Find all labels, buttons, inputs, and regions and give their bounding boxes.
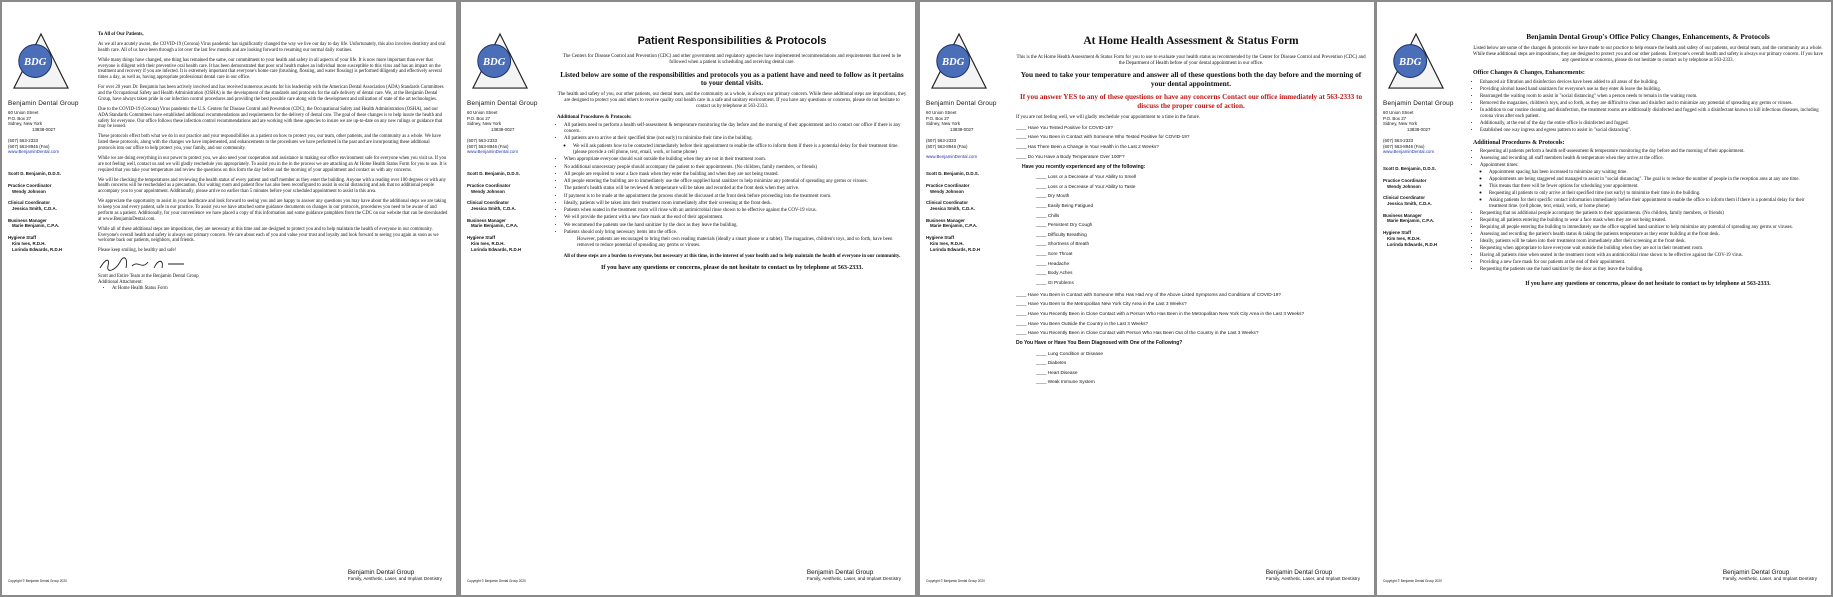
list-item: • Having all patients rinse when seated in the treatment room with an antimicrobial rinse shown to be effective against the COV-19 virus. bbox=[1480, 253, 1823, 259]
staff-name: Kim Ives, R.D.H. bbox=[930, 240, 964, 246]
bdg-logo-icon bbox=[1387, 32, 1445, 92]
list-item: • Additionally, at the end of the day the entire office is disinfected and fogged. bbox=[1480, 121, 1823, 127]
staff-name: Lorinda Edwards, R.D.H bbox=[12, 246, 63, 252]
list-item: • Requesting all patients perform a health self-assessment & temperature monitoring the day before and the morning of their appointment. bbox=[1480, 149, 1823, 155]
form-question[interactable]: ____ Have You Recently Been in Close Contact with a Person Who Has Been in the Metropolitan New York City Area in the Last 3 Weeks? bbox=[1016, 311, 1305, 316]
paragraph: We will be checking the temperatures and reviewing the health status of every patient and staff member as they enter the building. Anyone with a reading over 100 degrees or with any health concerns will be rescheduled as a precaution. Our waiting room and patient flow has also been reconfigured to assist in social distancing and ask that no additional people accompany you to your appointment. Additionally, please arrive no earlier than 5 minutes before your scheduled appointment to assist in this area. bbox=[98, 177, 447, 195]
list-item: • Requesting when appropriate to have everyone wait outside the building when they are not in their treatment room. bbox=[1480, 246, 1823, 252]
list-item: • Requesting the patients use the hand sanitizer by the door as they leave the building. bbox=[1480, 267, 1823, 273]
protocols-list bbox=[1473, 149, 1823, 273]
svg-text:BDG: BDG bbox=[482, 56, 506, 68]
address: 60 Union Street P.O. Box 27 Sidney, New York 13838-0027 bbox=[467, 110, 515, 133]
list-item: • Enhanced air filtration and disinfection devices have been added to all areas of the building. bbox=[1480, 80, 1823, 86]
staff-title: Business Manager bbox=[467, 217, 506, 223]
list-item: • Patients when seated in the treatment room will rinse with an antimicrobial rinse shown to be effective against the COV-19 virus. bbox=[564, 208, 907, 214]
staff-title: Hygiene Staff bbox=[467, 235, 496, 241]
symptom-item[interactable]: ____ Persistent Dry Cough bbox=[1036, 222, 1093, 228]
staff-name: Marie Benjamin, C.P.A. bbox=[1387, 218, 1435, 224]
staff-title: Hygiene Staff bbox=[8, 235, 37, 241]
staff-title: Practice Coordinator bbox=[467, 182, 511, 188]
list-item: • Requesting that no additional people accompany the patients to their appointments. (No children, family members, or friends) bbox=[1480, 211, 1823, 217]
list-item: • Assessing and recording the patient's health status & taking the patients temperature as they enter building at the front desk. bbox=[1480, 232, 1823, 238]
body-text: The health and safety of you, our other patients, our dental team, and the community as a whole, is always our primary concern. While these additional steps are impositions, they are designed to protect you and others to receive quality oral health care in a safe and sanitary environment. If you have any questions or concerns, please do not hesitate to contact us by telephone at 563-2333. bbox=[557, 91, 907, 110]
website-link[interactable]: www.BenjaminDental.com bbox=[1383, 149, 1434, 155]
reschedule-note: If you are not feeling well, we will gladly reschedule your appointment to a time in the future. bbox=[1016, 114, 1201, 120]
staff-name: Lorinda Edwards, R.D.H bbox=[930, 246, 981, 252]
letterhead-sidebar bbox=[926, 32, 1006, 252]
phone: (607) 563-2333 bbox=[467, 137, 498, 143]
form-question[interactable]: ____ Have You Been to the Metropolitan New York City Area in the Last 3 Weeks? bbox=[1016, 301, 1187, 307]
fax: (607) 563-8946 (Fax) bbox=[926, 143, 968, 149]
form-question[interactable]: ____ Has There Been a Change in Your Health in the Last 2 Weeks? bbox=[1016, 144, 1159, 150]
staff-name: Jessica Smith, C.D.A. bbox=[930, 205, 975, 211]
symptom-item[interactable]: ____ Shortness of Breath bbox=[1036, 241, 1090, 247]
lead: Listed below are some of the responsibilities and protocols you as a patient have and need to follow as it pertains to your dental visits. bbox=[560, 70, 904, 88]
list-item: • Ideally, patients will be taken into their treatment room immediately after their screening at the front desk. bbox=[564, 201, 907, 207]
list-item: • All patients need to perform a health self-assessment & temperature monitoring the day before and the morning of their appointment and to contact our office if there is any concern. bbox=[564, 123, 907, 136]
fax: (607) 563-8946 (Fax) bbox=[1383, 143, 1425, 149]
symptom-item[interactable]: ____ Easily Being Fatigued bbox=[1036, 202, 1094, 208]
svg-text:BDG: BDG bbox=[1398, 56, 1422, 68]
form-question[interactable]: ____ Have You Been in Contact with Someone Who Has Had Any of the Above Listed Symptoms and Conditions of COVID-19? bbox=[1016, 291, 1282, 297]
staff-title: Hygiene Staff bbox=[926, 235, 955, 241]
page-office-policy bbox=[1377, 2, 1831, 595]
form-question[interactable]: ____ Have You Been in Contact with Someone Who Tested Positive for COVID-19? bbox=[1016, 134, 1190, 140]
sub-list-item: ◦ We will ask patients how to be contacted immediately before their appointment to enable the office to inform them if there is a potential delay for their treatment time. (please provide a cell phone, text, email, work, or home phone) bbox=[573, 144, 907, 157]
list-item: • Removed the magazines, children's toys, and so forth, as they are difficult to clean and disinfect and to minimize any potential of spreading any germs or viruses. bbox=[1480, 101, 1823, 107]
list-item: • We recommend the patients use the hand sanitizer by the door as they leave the building. bbox=[564, 223, 907, 229]
symptom-item[interactable]: ____ Difficulty Breathing bbox=[1036, 231, 1087, 237]
staff-name: Jessica Smith, C.D.A. bbox=[471, 205, 516, 211]
changes-heading: Office Changes & Changes, Enhancements: bbox=[1473, 70, 1585, 77]
staff-doctor: Scott D. Benjamin, D.D.S. bbox=[467, 171, 520, 177]
diagnosed-heading: Do You Have or Have You Been Diagnosed with One of the Following? bbox=[1016, 340, 1183, 347]
website-link[interactable]: www.BenjaminDental.com bbox=[8, 149, 59, 155]
letterhead-sidebar bbox=[467, 32, 547, 252]
letterhead-sidebar bbox=[1383, 32, 1463, 247]
footer: Benjamin Dental Group Family, Aesthetic, Laser, and Implant Dentistry bbox=[347, 569, 442, 581]
staff-name: Kim Ives, R.D.H. bbox=[1387, 235, 1421, 241]
protocols-heading: Additional Procedures & Protocols: bbox=[1473, 139, 1565, 146]
staff-title: Business Manager bbox=[926, 217, 965, 223]
staff-name: Marie Benjamin, C.P.A. bbox=[471, 223, 519, 229]
bdg-logo-icon bbox=[12, 32, 70, 92]
list-item: • Rearranged the waiting room to assist in "social distancing" when a person needs to remain in the waiting room. bbox=[1480, 94, 1823, 100]
company-name: Benjamin Dental Group bbox=[1383, 99, 1454, 107]
symptom-item[interactable]: ____ Body Aches bbox=[1036, 270, 1073, 276]
paragraph: While all of these additional steps are impositions, they are necessary at this time and are designed to protect you and to help maintain the health of everyone in our community. Everyone's overall health and safety is always our primary concern. We care about each of you and value your trust and loyalty and look forward to seeing you again as soon as we welcome back our patients, neighbors, and friends. bbox=[98, 226, 439, 244]
protocol-list bbox=[557, 123, 907, 236]
page-health-form bbox=[920, 2, 1374, 595]
fax: (607) 563-8946 (Fax) bbox=[467, 143, 509, 149]
signature-scribble-icon bbox=[98, 256, 188, 272]
staff-title: Business Manager bbox=[1383, 212, 1422, 218]
paragraph: While we are doing everything in our power to protect you, we also need your cooperation and assistance in making our office environment safe for everyone when you visit us. If you are not feeling well, contact us and we will gladly reschedule you appropriately. To assist you in the in the process we are attaching an At Home Health Status Form for you to use. It is required that you take your temperature and review the questions on this form the day before and the morning of your appointment and contact us with any concerns. bbox=[98, 155, 447, 173]
list-item: • No additional unnecessary people should accompany the patient to their appointments. (No children, family members, or friends) bbox=[564, 165, 907, 171]
list-item: • All people entering the building are to immediately use the office supplied hand sanitizer to help minimize any potential of spreading any germs or viruses. bbox=[564, 179, 907, 185]
staff-name: Lorinda Edwards, R.D.H bbox=[471, 246, 522, 252]
paragraph: For over 20 years Dr. Benjamin has been actively involved and has received numerous awards for his leadership with the American Dental Association (ADA) Standards Committees and the Occupational Safety and Health Administration (OSHA) in the development of the standards and protocols for the safe delivery of dental care. We, at the Benjamin Dental Group, have always taken pride in our infection control procedures and providing the best possible care along with the development and utilization of state of the art technologies. bbox=[98, 85, 444, 102]
staff-name: Wendy Johnson bbox=[930, 188, 964, 194]
paragraph: As we all are acutely aware, the COVID-19 (Corona) Virus pandemic has significantly changed the way we live our day to day life. Unfortunately, this also involves dentistry and oral health care. All of us have been through a lot over the last few months and are looking forward to resuming our normal daily routines. bbox=[98, 41, 446, 53]
staff-title: Practice Coordinator bbox=[8, 182, 52, 188]
paragraph: We appreciate the opportunity to assist in your healthcare and look forward to seeing you and are happy to answer any questions you may have about the additional steps we are taking to keep you and every patient, safe in our practice. To assist you we have attached some guidance documents on changes in our protocols, procedures you need to be aware of and perform as a patient. Additionally, for your convenience we have placed a copy of this information and some guidance pamphlets from the CDC on our website that can be downloaded at www.BenjaminDental.com. bbox=[98, 199, 448, 222]
fax: (607) 563-8946 (Fax) bbox=[8, 143, 50, 149]
address: 60 Union Street P.O. Box 27 Sidney, New York 13838-0027 bbox=[926, 110, 974, 133]
letter-body bbox=[98, 32, 448, 293]
company-name: Benjamin Dental Group bbox=[926, 99, 997, 107]
list-item: • All patients are to arrive at their specified time (not early) to minimize their time in the building. bbox=[564, 136, 907, 142]
footer: Benjamin Dental Group Family, Aesthetic, Laser, and Implant Dentistry bbox=[806, 569, 901, 581]
sub-list-item: ◦ Requesting all patients to only arrive at their specified time (not early) to minimize their time in the building. bbox=[1489, 191, 1823, 197]
letter-heading: To All of Our Patients, bbox=[98, 32, 144, 37]
responsibilities-body bbox=[557, 32, 907, 276]
sub-list-item: ◦ Appointments are being staggered and managed to assist in "social distancing". The goal is to reduce the number of people in the reception area at any one time. bbox=[1489, 177, 1823, 183]
paragraph: While many things have changed, one thing has remained the same, our commitment to your health and safety in all aspects of your life. It is now more important than ever that everyone is diligent with their preventive oral health care. It has been demonstrated that poor oral health makes an individual more susceptible to this virus and has an impact on the treatment and recovery if you are infected. It is extremely important that everyone's home care (brushing, flossing, and water flossing) is performed diligently and effectively several times a day, as well as, having appropriate professional dental care in our office. bbox=[98, 57, 442, 81]
attachment-item: • At Home Health Status Form bbox=[112, 286, 448, 292]
staff-name: Jessica Smith, C.D.A. bbox=[12, 205, 57, 211]
staff-name: Kim Ives, R.D.H. bbox=[12, 240, 46, 246]
form-question[interactable]: ____ Have You Tested Positive for COVID-19? bbox=[1016, 124, 1113, 130]
company-name: Benjamin Dental Group bbox=[8, 99, 79, 107]
copyright: Copyright © Benjamin Dental Group 2020 bbox=[467, 579, 526, 583]
page-title: Benjamin Dental Group's Office Policy Changes, Enhancements, & Protocols bbox=[1526, 32, 1770, 41]
page-letter bbox=[2, 2, 456, 595]
paragraph: These protocols effect both what we do in our practice and your responsibilities as a patient on how to protect you, our team, other patients, and the community as a whole. We have listed these protocols, along with the changes we have implemented, and enhancements to the procedures we have performed in the past and are incorporating these additional protocols into our office to help protect you, your family, and our community. bbox=[98, 134, 441, 151]
signature bbox=[98, 256, 448, 272]
list-item: • Patients should only bring necessary items into the office. bbox=[564, 230, 907, 236]
bdg-logo-icon bbox=[471, 32, 529, 92]
list-item: • We will provide the patient with a new face mask at the end of their appointment. bbox=[564, 215, 907, 221]
staff-doctor: Scott D. Benjamin, D.D.S. bbox=[8, 171, 61, 177]
phone: (607) 563-2333 bbox=[8, 137, 39, 143]
symptom-item[interactable]: ____ Headache bbox=[1036, 260, 1070, 266]
staff-name: Wendy Johnson bbox=[12, 188, 46, 194]
staff-doctor: Scott D. Benjamin, D.D.S. bbox=[1383, 166, 1436, 172]
list-item: • In addition to our routine cleaning and disinfection, the treatment rooms are additionally disinfected and fogged with a disinfectant known to kill infectious diseases, including corona virus after each patient. bbox=[1480, 108, 1823, 120]
copyright: Copyright © Benjamin Dental Group 2020 bbox=[1383, 579, 1442, 583]
website-link[interactable]: www.BenjaminDental.com bbox=[467, 149, 518, 155]
burden-note: All of these steps are a burden to everyone, but necessary at this time, in the interest of your health and to help maintain the health of everyone in our community. bbox=[563, 253, 901, 259]
copyright: Copyright © Benjamin Dental Group 2020 bbox=[926, 579, 985, 583]
footer: Benjamin Dental Group Family, Aesthetic, Laser, and Implant Dentistry bbox=[1265, 569, 1360, 581]
staff-name: Wendy Johnson bbox=[471, 188, 505, 194]
signoff: Scott and Entire Team at the Benjamin Dental Group bbox=[98, 274, 199, 280]
staff-title: Practice Coordinator bbox=[926, 182, 970, 188]
symptom-item[interactable]: ____ Loss or a Decrease of Your Ability to Taste bbox=[1036, 183, 1136, 189]
list-item: • Assessing and recording all staff members health & temperature when they arrive at the office. bbox=[1480, 156, 1823, 162]
list-item: • If payment is to be made at the appointment the process should be discussed at the front desk before proceeding into the treatment room. bbox=[564, 194, 907, 200]
list-item: • Ideally, patients will be taken into their treatment room immediately after their screening at the front desk. bbox=[1480, 239, 1823, 245]
changes-list bbox=[1473, 80, 1823, 134]
condition-item[interactable]: ____ Lung Condition or Disease bbox=[1036, 350, 1103, 356]
paragraph: Due to the COVID-19 (Corona) Virus pandemic the U.S. Centers for Disease Control and Prevention (CDC), the Occupational Safety and Health Administration (OSHA), and our ADA Standards Committees have established additional recommendations and requirements for the delivery of dental care. The goal of these changes is to help insure the health and safety for everyone. Our office follows these infection control recommendations and are working with these agencies to insure we are up-to-date on any new rulings or guidance that may be issued. bbox=[98, 106, 443, 130]
form-question[interactable]: ____ Do You Have a Body Temperature Over 100F? bbox=[1016, 153, 1125, 159]
staff-name: Wendy Johnson bbox=[1387, 183, 1421, 189]
letterhead-sidebar bbox=[8, 32, 88, 252]
page-title: At Home Health Assessment & Status Form bbox=[1083, 35, 1299, 47]
staff-doctor: Scott D. Benjamin, D.D.S. bbox=[926, 171, 979, 177]
contact-note: If you have any questions or concerns, please do not hesitate to contact us by telephone at 563-2333. bbox=[601, 264, 863, 271]
policy-body bbox=[1473, 32, 1823, 292]
staff-name: Lorinda Edwards, R.D.H bbox=[1387, 241, 1438, 247]
health-form-body bbox=[1016, 32, 1366, 389]
red-notice: If you answer YES to any of these questions or have any concerns Contact our office immediately at 563-2333 to discuss the proper course of action. bbox=[1019, 93, 1363, 110]
staff-title: Hygiene Staff bbox=[1383, 230, 1412, 236]
list-item: • Established one way ingress and egress pattern to assist in "social distancing". bbox=[1480, 128, 1823, 134]
symptom-item[interactable]: ____ GI Problems bbox=[1036, 279, 1074, 285]
lead: You need to take your temperature and answer all of these questions both the day before and the morning of your dental appointment. bbox=[1020, 70, 1362, 89]
bdg-logo-icon bbox=[930, 32, 988, 92]
sub-list-item: ◦ Appointment spacing has been increased to minimize any waiting time. bbox=[1489, 170, 1823, 176]
list-heading: Additional Procedures & Protocols: bbox=[557, 114, 632, 120]
staff-title: Clinical Coordinator bbox=[1383, 195, 1425, 201]
logo-letters: BDG bbox=[23, 56, 47, 68]
sub-list-item: ◦ This means that there will be fewer options for scheduling your appointment. bbox=[1489, 184, 1823, 190]
staff-title: Clinical Coordinator bbox=[8, 200, 50, 206]
list-item: • All people are required to wear a face mask when they enter the building and when they are not being treated. bbox=[564, 172, 907, 178]
staff-title: Business Manager bbox=[8, 217, 47, 223]
list-item: • Requiring all people entering the building to immediately use the office supplied hand sanitizer to help minimize any potential of spreading any germs or viruses. bbox=[1480, 225, 1823, 231]
staff-title: Practice Coordinator bbox=[1383, 177, 1427, 183]
address: 60 Union Street P.O. Box 27 Sidney, New York 13838-0027 bbox=[8, 110, 56, 133]
intro: This is the At Home Health Assessment & Status Form for you to use to evaluate your health status as recommended by the Center for Disease Control and Prevention (CDC) and the Department of Health before of your dental appointment in our office. bbox=[1016, 54, 1366, 66]
list-item: • Providing alcohol based hand sanitizers for everyone's use as they enter & leave the building. bbox=[1480, 87, 1823, 93]
list-item: • Providing a new face mask for our patients at the end of their appointment. bbox=[1480, 260, 1823, 266]
svg-text:BDG: BDG bbox=[941, 56, 965, 68]
intro: Listed below are some of the changes & protocols we have made to our practice to help ensure the health and safety of our patients, our dental team, and the community as a whole. While these additional steps are impositions, they are designed to protect you and our other patients. Everyone's overall health and safety is always our primary concern. If you have any questions or concerns, please do not hesitate to contact us by telephone at 563-2333. bbox=[1473, 46, 1823, 64]
form-question[interactable]: ____ Have You Recently Been in Close Contact with Person Who Has Been Out of the Country in the Last 3 Weeks? bbox=[1016, 330, 1259, 336]
address: 60 Union Street P.O. Box 27 Sidney, New York 13838-0027 bbox=[1383, 110, 1431, 133]
staff-title: Clinical Coordinator bbox=[926, 200, 968, 206]
phone: (607) 563-2333 bbox=[926, 137, 957, 143]
staff-name: Marie Benjamin, C.P.A. bbox=[930, 223, 978, 229]
copyright: Copyright © Benjamin Dental Group 2020 bbox=[8, 579, 67, 583]
contact-note: If you have any questions or concerns, please do not hesitate to contact us by telephone at 563-2333. bbox=[1525, 281, 1771, 288]
condition-item[interactable]: ____ Weak Immune System bbox=[1036, 379, 1095, 385]
closing: Please keep smiling, be healthy and safe! bbox=[98, 248, 177, 254]
list-item: • The patient's health status will be reviewed & temperature will be taken and recorded at the front desk when they arrive. bbox=[564, 186, 907, 192]
page-responsibilities bbox=[461, 2, 915, 595]
staff-name: Jessica Smith, C.D.A. bbox=[1387, 200, 1432, 206]
symptom-item[interactable]: ____ Dry Mouth bbox=[1036, 193, 1070, 199]
phone: (607) 563-2333 bbox=[1383, 137, 1414, 143]
attachments-label: Additional Attachment: bbox=[98, 280, 143, 285]
form-question[interactable]: ____ Have You Been Outside the Country in the Last 3 Weeks? bbox=[1016, 320, 1149, 326]
list-item: • Appointment times: bbox=[1480, 163, 1823, 169]
symptom-heading: Have you recently experienced any of the following: bbox=[1022, 163, 1146, 170]
website-link[interactable]: www.BenjaminDental.com bbox=[926, 154, 977, 160]
company-name: Benjamin Dental Group bbox=[467, 99, 538, 107]
footer: Benjamin Dental Group Family, Aesthetic, Laser, and Implant Dentistry bbox=[1722, 569, 1817, 581]
page-title: Patient Responsibilities & Protocols bbox=[637, 35, 827, 47]
reading-note: However, patients are encouraged to bring their own reading materials (ideally a smart phone or a tablet). The magazines, children's toys, and so forth, have been removed to reduce potential of spreading any germs or viruses. bbox=[577, 237, 893, 249]
staff-name: Kim Ives, R.D.H. bbox=[471, 240, 505, 246]
list-item: • Requiring all patients entering the building to wear a face mask when they are not being treated. bbox=[1480, 218, 1823, 224]
condition-item[interactable]: ____ Heart Disease bbox=[1036, 369, 1078, 375]
symptom-item[interactable]: ____ Chills bbox=[1036, 212, 1060, 218]
symptom-item[interactable]: ____ Sore Throat bbox=[1036, 250, 1073, 256]
staff-name: Marie Benjamin, C.P.A. bbox=[12, 223, 60, 229]
intro: The Centers for Disease Control and Prevention (CDC) and other government and regulatory agencies have implemented recommendations and requirements that need to be followed when a patient is scheduling and receiving dental care. bbox=[562, 54, 902, 66]
staff-title: Clinical Coordinator bbox=[467, 200, 509, 206]
list-item: • When appropriate everyone should wait outside the building when they are not in their treatment room. bbox=[564, 157, 907, 163]
condition-item[interactable]: ____ Diabetes bbox=[1036, 360, 1067, 366]
symptom-item[interactable]: ____ Loss or a Decrease of Your Ability to Smell bbox=[1036, 174, 1137, 180]
sub-list-item: ◦ Asking patients for their specific contact information immediately before their appointment to enable the office to inform them if there is a potential delay for their treatment time. (cell phone, text, email, work, or home phone) bbox=[1489, 198, 1823, 210]
